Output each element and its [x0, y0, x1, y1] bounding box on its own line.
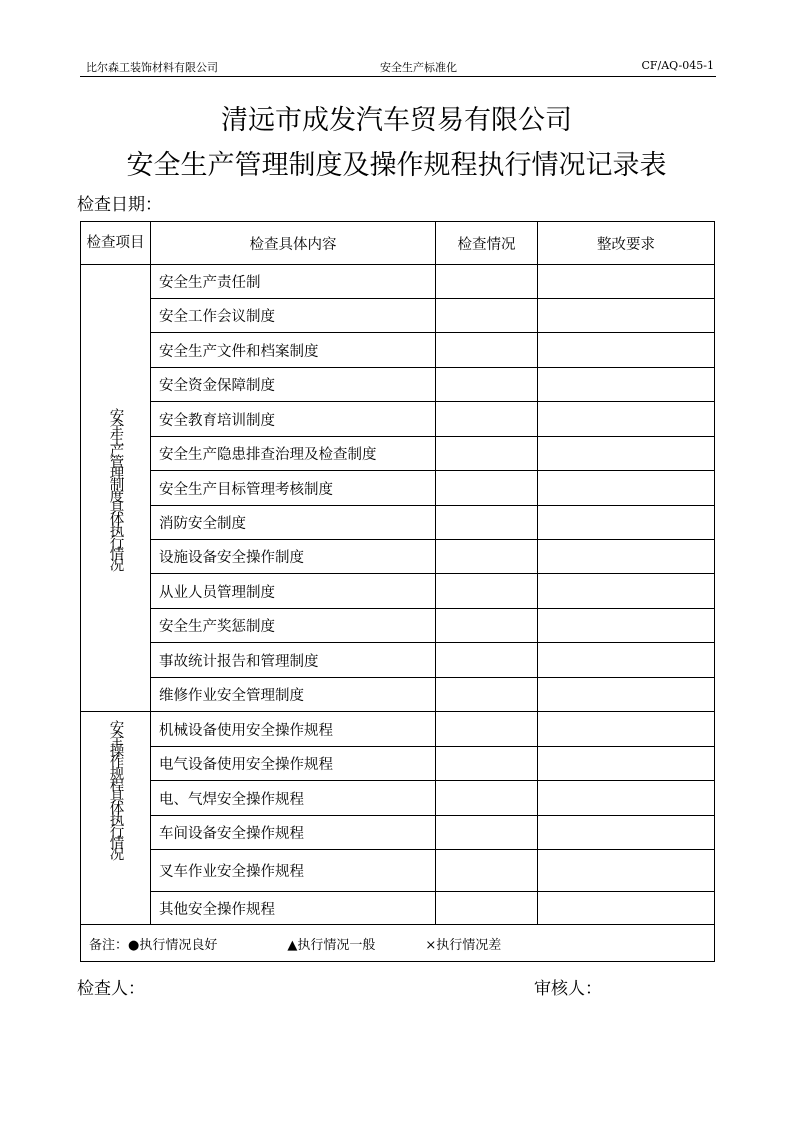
content-cell: 机械设备使用安全操作规程 [151, 712, 436, 747]
check-status-cell[interactable] [436, 609, 538, 643]
header-company: 比尔森工装饰材料有限公司 [86, 61, 218, 74]
rectification-cell[interactable] [538, 781, 715, 816]
content-cell: 电、气焊安全操作规程 [151, 781, 436, 816]
category-label: 安全操作规程具体执行情况 [107, 720, 124, 858]
note-label: 备注： [89, 937, 129, 953]
header-code: CF/AQ-045-1 [641, 59, 714, 72]
rectification-cell[interactable] [538, 816, 715, 850]
date-label: 检查日期： [77, 195, 162, 215]
check-status-cell[interactable] [436, 368, 538, 402]
table-row [81, 333, 715, 368]
check-status-cell[interactable] [436, 850, 538, 892]
check-status-cell[interactable] [436, 402, 538, 437]
rectification-cell[interactable] [538, 265, 715, 299]
rectification-cell[interactable] [538, 368, 715, 402]
content-cell: 安全生产责任制 [151, 265, 436, 299]
table-row [81, 540, 715, 574]
rectification-cell[interactable] [538, 574, 715, 609]
check-status-cell[interactable] [436, 471, 538, 506]
table-row [81, 816, 715, 850]
rectification-cell[interactable] [538, 747, 715, 781]
check-status-cell[interactable] [436, 747, 538, 781]
rectification-cell[interactable] [538, 437, 715, 471]
content-cell: 安全生产奖惩制度 [151, 609, 436, 643]
content-cell: 叉车作业安全操作规程 [151, 850, 436, 892]
check-status-cell[interactable] [436, 540, 538, 574]
content-cell: 车间设备安全操作规程 [151, 816, 436, 850]
content-cell: 安全生产目标管理考核制度 [151, 471, 436, 506]
table-row [81, 437, 715, 471]
note-poor: ×执行情况差 [425, 937, 502, 953]
check-status-cell[interactable] [436, 574, 538, 609]
table-row [81, 265, 715, 299]
rectification-cell[interactable] [538, 402, 715, 437]
check-status-cell[interactable] [436, 437, 538, 471]
content-cell: 从业人员管理制度 [151, 574, 436, 609]
content-cell: 消防安全制度 [151, 506, 436, 540]
record-table [80, 221, 715, 962]
column-header: 检查项目 [81, 222, 151, 265]
table-row [81, 712, 715, 747]
table-row [81, 299, 715, 333]
table-header-row [81, 222, 715, 265]
check-status-cell[interactable] [436, 643, 538, 678]
rectification-cell[interactable] [538, 892, 715, 925]
category-cell [81, 712, 151, 925]
form-title: 安全生产管理制度及操作规程执行情况记录表 [126, 150, 667, 181]
table-row [81, 506, 715, 540]
table-row [81, 368, 715, 402]
check-status-cell[interactable] [436, 299, 538, 333]
column-header: 检查情况 [436, 222, 538, 265]
content-cell: 安全教育培训制度 [151, 402, 436, 437]
table-row [81, 850, 715, 892]
rectification-cell[interactable] [538, 850, 715, 892]
table-row [81, 609, 715, 643]
reviewer-label: 审核人： [534, 979, 602, 999]
check-status-cell[interactable] [436, 333, 538, 368]
check-status-cell[interactable] [436, 506, 538, 540]
header-center: 安全生产标准化 [380, 61, 457, 74]
note-row [81, 925, 715, 962]
page-header [80, 58, 716, 77]
category-label: 安全生产管理制度具体执行情况 [107, 407, 124, 569]
check-status-cell[interactable] [436, 892, 538, 925]
content-cell: 安全生产隐患排查治理及检查制度 [151, 437, 436, 471]
content-cell: 安全生产文件和档案制度 [151, 333, 436, 368]
note-fair: ▲执行情况一般 [287, 937, 376, 953]
table-row [81, 471, 715, 506]
rectification-cell[interactable] [538, 678, 715, 712]
company-title: 清远市成发汽车贸易有限公司 [221, 105, 572, 136]
rectification-cell[interactable] [538, 712, 715, 747]
note-good: ●执行情况良好 [128, 937, 218, 953]
check-status-cell[interactable] [436, 816, 538, 850]
content-cell: 事故统计报告和管理制度 [151, 643, 436, 678]
rectification-cell[interactable] [538, 506, 715, 540]
content-cell: 维修作业安全管理制度 [151, 678, 436, 712]
category-cell [81, 265, 151, 712]
content-cell: 设施设备安全操作制度 [151, 540, 436, 574]
table-row [81, 643, 715, 678]
content-cell: 安全资金保障制度 [151, 368, 436, 402]
table-row [81, 892, 715, 925]
table-row [81, 402, 715, 437]
check-status-cell[interactable] [436, 678, 538, 712]
rectification-cell[interactable] [538, 540, 715, 574]
check-status-cell[interactable] [436, 265, 538, 299]
check-status-cell[interactable] [436, 781, 538, 816]
rectification-cell[interactable] [538, 333, 715, 368]
check-status-cell[interactable] [436, 712, 538, 747]
table-row [81, 678, 715, 712]
table-row [81, 574, 715, 609]
column-header: 检查具体内容 [151, 222, 436, 265]
table-row [81, 747, 715, 781]
inspector-label: 检查人： [77, 979, 145, 999]
content-cell: 安全工作会议制度 [151, 299, 436, 333]
rectification-cell[interactable] [538, 471, 715, 506]
rectification-cell[interactable] [538, 609, 715, 643]
rectification-cell[interactable] [538, 643, 715, 678]
rectification-cell[interactable] [538, 299, 715, 333]
content-cell: 电气设备使用安全操作规程 [151, 747, 436, 781]
table-row [81, 781, 715, 816]
content-cell: 其他安全操作规程 [151, 892, 436, 925]
column-header: 整改要求 [538, 222, 715, 265]
